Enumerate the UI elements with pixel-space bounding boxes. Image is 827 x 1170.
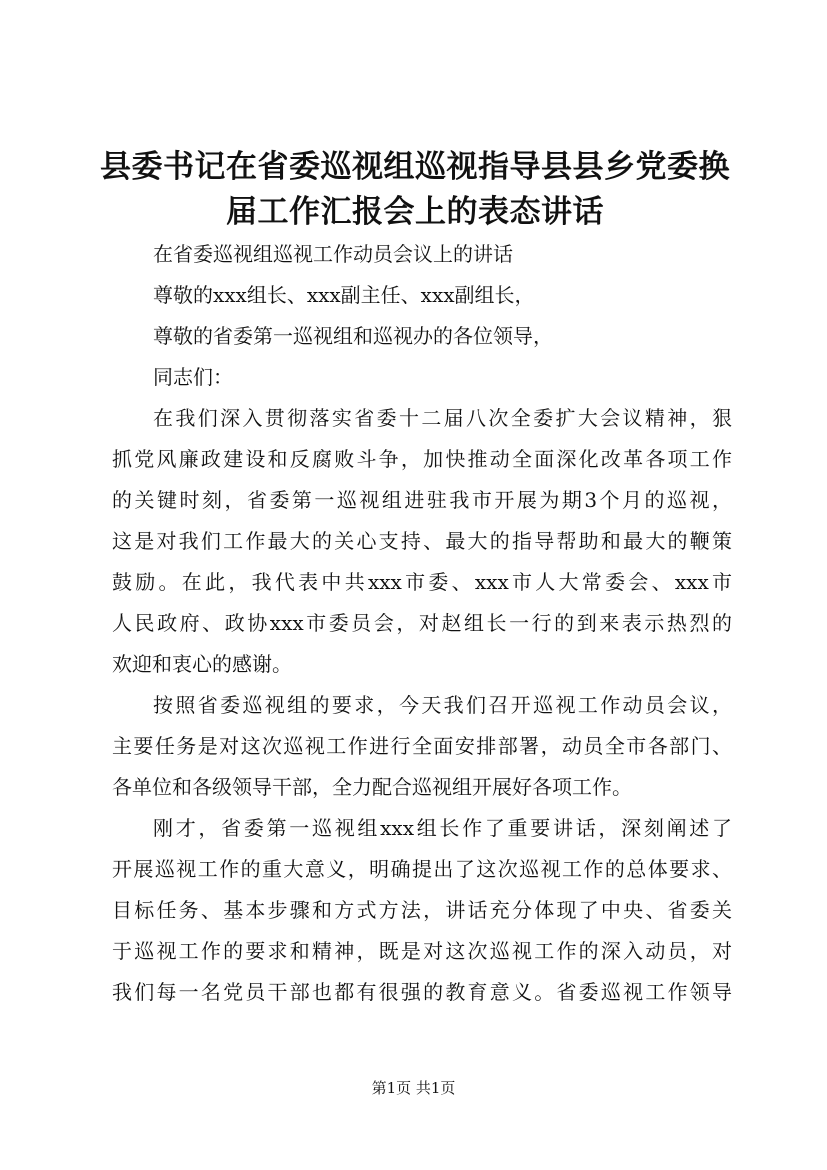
text-line: 在我们深入贯彻落实省委十二届八次全委扩大会议精神，狠 xyxy=(153,406,732,430)
document-body xyxy=(112,234,732,1013)
text-line: 按照省委巡视组的要求，今天我们召开巡视工作动员会议， xyxy=(153,693,732,717)
title-line-1: 县委书记在省委巡视组巡视指导县县乡党委换 xyxy=(100,149,730,185)
text-line: 人民政府、政协xxx市委员会，对赵组长一行的到来表示热烈的 xyxy=(112,611,732,635)
text-line: 鼓励。在此，我代表中共xxx市委、xxx市人大常委会、xxx市 xyxy=(112,570,732,594)
title-line-2: 届工作汇报会上的表态讲话 xyxy=(226,194,604,230)
text-line: 尊敬的xxx组长、xxx副主任、xxx副组长， xyxy=(153,283,535,307)
page-footer: 第1页 共1页 xyxy=(371,1079,456,1097)
text-line: 刚才，省委第一巡视组xxx组长作了重要讲话，深刻阐述了 xyxy=(153,816,732,840)
text-line: 这是对我们工作最大的关心支持、最大的指导帮助和最大的鞭策 xyxy=(112,529,732,553)
text-line: 于巡视工作的要求和精神，既是对这次巡视工作的深入动员，对 xyxy=(112,939,732,963)
text-line: 欢迎和衷心的感谢。 xyxy=(112,652,292,676)
text-line: 同志们： xyxy=(153,365,233,389)
text-line: 在省委巡视组巡视工作动员会议上的讲话 xyxy=(153,242,513,266)
text-line: 开展巡视工作的重大意义，明确提出了这次巡视工作的总体要求、 xyxy=(112,857,732,881)
text-line: 抓党风廉政建设和反腐败斗争，加快推动全面深化改革各项工作 xyxy=(112,447,732,471)
text-line: 尊敬的省委第一巡视组和巡视办的各位领导， xyxy=(153,324,553,348)
text-line: 主要任务是对这次巡视工作进行全面安排部署，动员全市各部门、 xyxy=(112,734,732,758)
text-line: 的关键时刻，省委第一巡视组进驻我市开展为期3个月的巡视， xyxy=(112,488,732,512)
text-line: 我们每一名党员干部也都有很强的教育意义。省委巡视工作领导 xyxy=(112,980,732,1004)
text-line: 各单位和各级领导干部，全力配合巡视组开展好各项工作。 xyxy=(112,775,632,799)
text-line: 目标任务、基本步骤和方式方法，讲话充分体现了中央、省委关 xyxy=(112,898,732,922)
document-title xyxy=(95,145,735,235)
